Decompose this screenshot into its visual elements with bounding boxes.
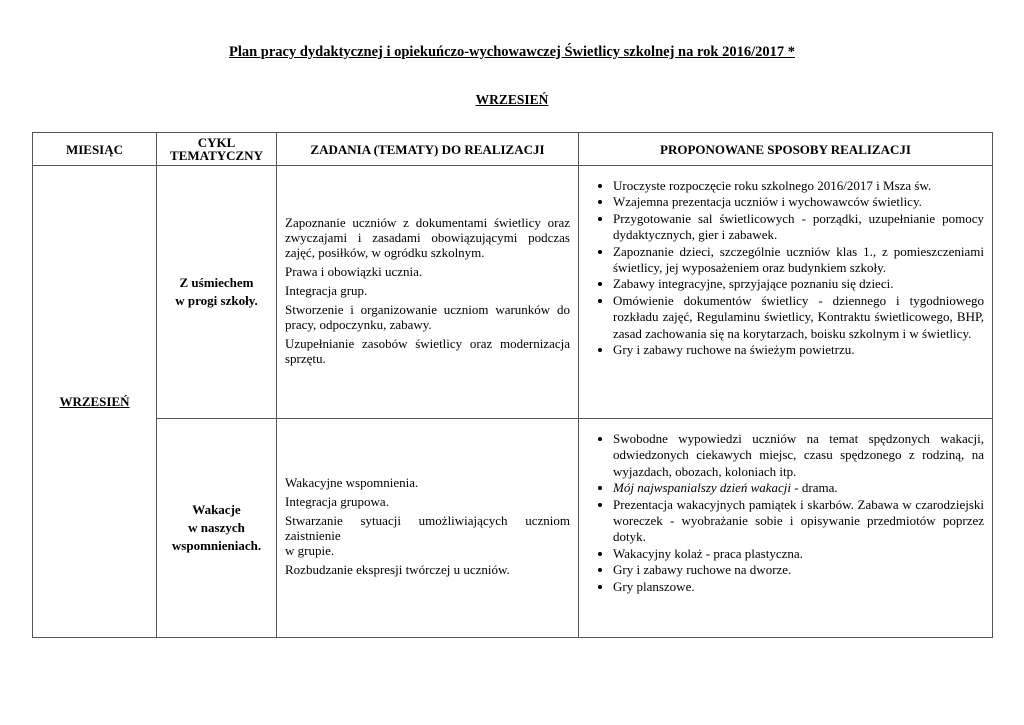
month-subtitle: WRZESIEŃ: [475, 92, 549, 107]
plan-table: [32, 132, 993, 638]
list-item: • Omówienie dokumentów świetlicy - dziennego i tygodniowego rozkładu zajęć, Regulaminu świetlicy, Kontraktu świetlicowego, BHP, zasad zachowania się na korytarzach, boisku szkolnym i w świetlicy.: [613, 293, 984, 342]
list-item: • Przygotowanie sal świetlicowych - porządki, uzupełnianie pomocy dydaktycznych, gier i zabawek.: [613, 211, 984, 244]
month-cell: [33, 166, 157, 638]
table-row: [33, 166, 993, 419]
table-row: [33, 419, 993, 638]
list-item: • Wzajemna prezentacja uczniów i wychowawców świetlicy.: [613, 194, 984, 210]
task-item: Rozbudzanie ekspresji twórczej u uczniów.: [285, 562, 510, 577]
list-item: • Zabawy integracyjne, sprzyjające poznaniu się dzieci.: [613, 276, 984, 292]
task-item: Uzupełnianie zasobów świetlicy oraz modernizacja sprzętu.: [285, 335, 570, 366]
list-item: • Gry i zabawy ruchowe na świeżym powietrzu.: [613, 342, 984, 358]
cycle-line: Z uśmiechem: [179, 275, 254, 290]
task-item: Integracja grupowa.: [285, 494, 389, 509]
cycle-line: w naszych: [188, 520, 245, 535]
tasks-cell: [277, 166, 579, 419]
method-suffix: - drama.: [791, 480, 838, 496]
cycle-line: w progi szkoły.: [175, 293, 258, 308]
list-item: • Gry i zabawy ruchowe na dworze.: [613, 562, 984, 578]
document-title: Plan pracy dydaktycznej i opiekuńczo-wychowawczej Świetlicy szkolnej na rok 2016/2017 *: [228, 44, 795, 60]
task-item: Prawa i obowiązki ucznia.: [285, 263, 423, 279]
cycle-line: Wakacje: [192, 502, 241, 517]
methods-cell: [579, 419, 993, 638]
methods-list: [579, 431, 984, 595]
cycle-cell: [157, 166, 277, 419]
list-item: [613, 480, 984, 496]
cycle-cell: [157, 419, 277, 638]
task-item: Stworzenie i organizowanie uczniom warunków do pracy, odpoczynku, zabawy.: [285, 301, 570, 332]
list-item: • Zapoznanie dzieci, szczególnie uczniów klas 1., z pomieszczeniami świetlicy, jej wyposażeniem oraz budynkiem szkoły.: [613, 244, 984, 277]
list-item: • Swobodne wypowiedzi uczniów na temat spędzonych wakacji, odwiedzonych ciekawych miejsc, czasu spędzonego z rodziną, na wyjazdach, obozach, koloniach itp.: [613, 431, 984, 480]
list-item: • Wakacyjny kolaż - praca plastyczna.: [613, 546, 984, 562]
header-month: MIESIĄC: [33, 133, 157, 166]
header-cycle: CYKL TEMATYCZNY: [157, 133, 277, 166]
task-item: Stwarzanie sytuacji umożliwiających uczniom zaistnienie: [285, 513, 570, 543]
cycle-line: wspomnieniach.: [171, 538, 262, 553]
table-header-row: [33, 133, 993, 166]
month-label: WRZESIEŃ: [59, 393, 130, 409]
task-item: w grupie.: [285, 543, 335, 558]
task-item: Wakacyjne wspomnienia.: [285, 475, 419, 490]
header-tasks: ZADANIA (TEMATY) DO REALIZACJI: [277, 133, 579, 166]
task-item: Zapoznanie uczniów z dokumentami świetlicy oraz zwyczajami i zasadami obowiązującymi podczas zajęć, posiłków, w ogródku szkolnym.: [285, 214, 570, 260]
tasks-cell: [277, 419, 579, 638]
list-item: • Uroczyste rozpoczęcie roku szkolnego 2016/2017 i Msza św.: [613, 178, 984, 194]
header-methods: PROPONOWANE SPOSOBY REALIZACJI: [579, 133, 993, 166]
italic-title: Mój najwspanialszy dzień wakacji: [613, 480, 792, 496]
task-item: Integracja grup.: [285, 282, 368, 298]
list-item: • Gry planszowe.: [613, 579, 984, 595]
methods-cell: [579, 166, 993, 419]
methods-list: [579, 178, 984, 358]
list-item: • Prezentacja wakacyjnych pamiątek i skarbów. Zabawa w czarodziejski woreczek - wyobrażanie sobie i opisywanie przedmiotów poprzez dotyk.: [613, 497, 984, 546]
